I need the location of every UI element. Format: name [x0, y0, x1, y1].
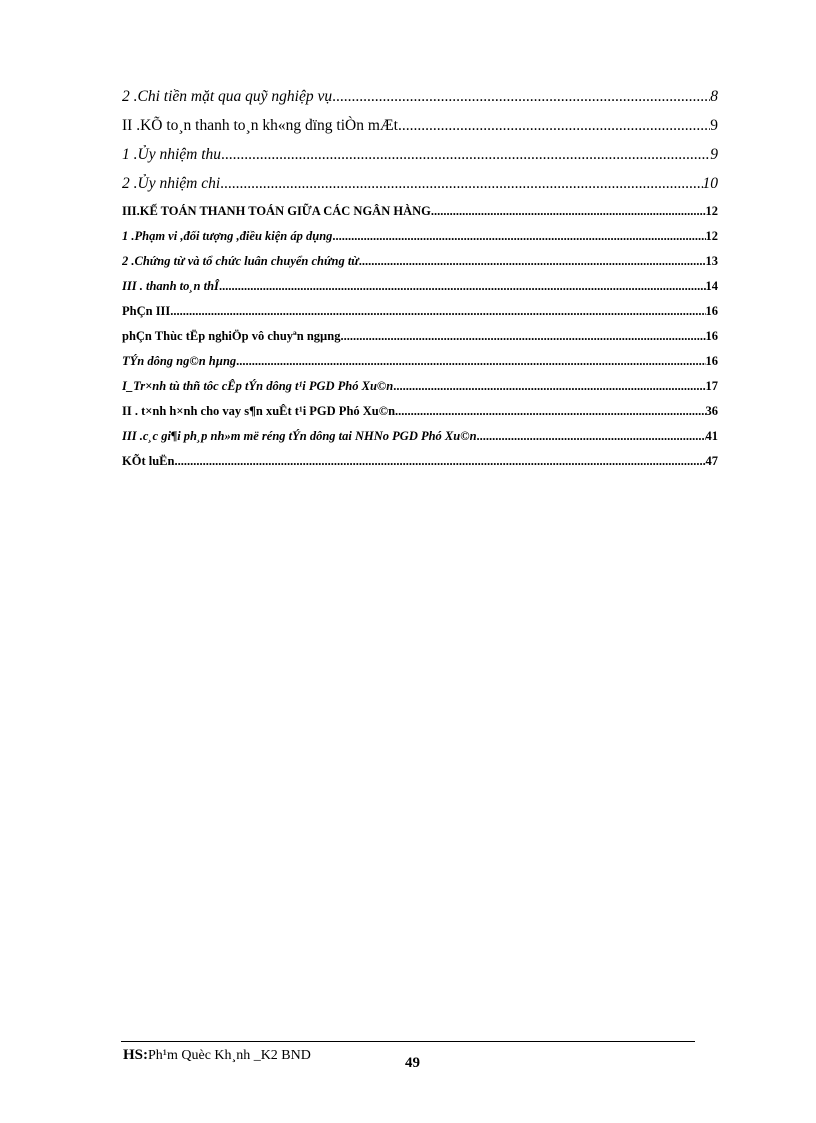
toc-entry-title: III.KẾ TOÁN THANH TOÁN GIỮA CÁC NGÂN HÀNG: [122, 204, 431, 218]
toc-entry-title: III . thanh to¸n thÎ: [122, 279, 219, 293]
toc-entry-page: 16: [705, 354, 718, 368]
page-number: 49: [405, 1055, 420, 1071]
toc-entry: [122, 227, 718, 252]
toc-entry-title: III .c¸c gi¶i ph¸p nh»m më réng tÝn dông tai NHNo PGD Phó Xu©n: [122, 429, 477, 443]
toc-entry-page: 16: [705, 304, 718, 318]
toc-entry-page: 14: [705, 279, 718, 293]
toc-leader: [340, 327, 705, 345]
toc-entry: [122, 115, 718, 144]
toc-leader: [393, 377, 705, 395]
toc-entry-page: 16: [705, 329, 718, 343]
toc-entry-page: 8: [710, 88, 718, 105]
toc-entry: [122, 452, 718, 477]
toc-leader: [431, 202, 706, 220]
toc-entry-page: 17: [705, 379, 718, 393]
toc-leader: [174, 452, 705, 470]
toc-entry-title: PhÇn III: [122, 304, 171, 318]
toc-entry-page: 9: [710, 117, 718, 134]
footer-divider: [121, 1041, 695, 1042]
toc-entry: [122, 327, 718, 352]
toc-entry-page: 12: [705, 229, 718, 243]
toc-leader: [221, 144, 710, 166]
footer-student: [123, 1047, 311, 1064]
toc-entry-title: I_Tr×nh tù thñ tôc cÊp tÝn dông t¹i PGD Phó Xu©n: [122, 379, 394, 393]
footer-label: HS:: [123, 1047, 149, 1063]
toc-entry: [122, 173, 718, 202]
toc-leader: [395, 402, 705, 420]
toc-entry: [122, 202, 718, 227]
toc-entry-page: 10: [702, 175, 718, 192]
toc-entry-page: 13: [705, 254, 718, 268]
toc-entry-title: II . t×nh h×nh cho vay s¶n xuÊt t¹i PGD Phó Xu©n: [122, 404, 396, 418]
toc-entry-page: 41: [705, 429, 718, 443]
toc-entry-title: 2 .Ủy nhiệm chi: [122, 175, 221, 192]
toc-entry: [122, 302, 718, 327]
toc-entry: [122, 352, 718, 377]
toc-entry: [122, 252, 718, 277]
toc-entry-page: 47: [705, 454, 718, 468]
toc-leader: [236, 352, 705, 370]
toc-entry-title: KÕt luËn: [122, 454, 175, 468]
toc-leader: [332, 227, 705, 245]
toc-entry-title: 2 .Chi tiền mặt qua quỹ nghiệp vụ: [122, 88, 333, 105]
toc-leader: [170, 302, 705, 320]
toc-leader: [477, 427, 706, 445]
toc-entry: [122, 377, 718, 402]
toc-leader: [219, 277, 706, 295]
toc-entry: [122, 86, 718, 115]
toc-entry: [122, 402, 718, 427]
toc-leader: [359, 252, 706, 270]
toc-entry-title: 2 .Chứng từ và tổ chức luân chuyển chứng từ: [122, 254, 359, 268]
toc-entry-title: 1 .Phạm vi ,đối tượng ,điều kiện áp dụng: [122, 229, 333, 243]
toc-entry: [122, 427, 718, 452]
toc-entry-title: II .KÕ to¸n thanh to¸n kh«ng dïng tiÒn mÆt: [122, 117, 398, 134]
toc-entry-page: 9: [710, 146, 718, 163]
toc-entry: [122, 277, 718, 302]
toc-entry: [122, 144, 718, 173]
toc-entry-title: 1 .Ủy nhiệm thu: [122, 146, 222, 163]
toc-leader: [332, 86, 710, 108]
toc-leader: [398, 115, 710, 137]
toc-leader: [220, 173, 702, 195]
table-of-contents: [122, 86, 718, 477]
toc-entry-title: phÇn Thùc tËp nghiÖp vô chuyªn ngµng: [122, 329, 341, 343]
footer-student-name: Ph¹m Quèc Kh¸nh _K2 BND: [148, 1048, 311, 1063]
toc-entry-page: 36: [705, 404, 718, 418]
toc-entry-page: 12: [705, 204, 718, 218]
toc-entry-title: TÝn dông ng©n hµng: [122, 354, 237, 368]
